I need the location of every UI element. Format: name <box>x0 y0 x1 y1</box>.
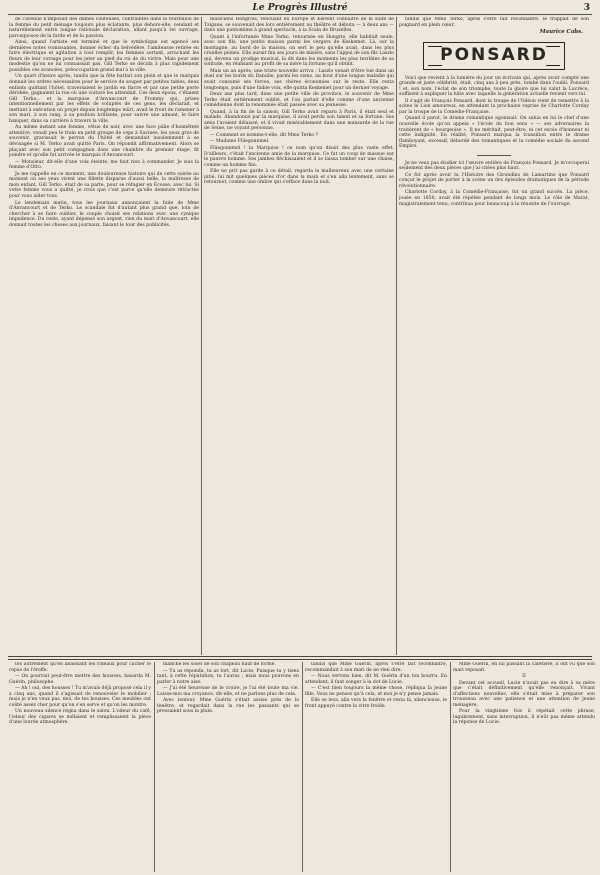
column-2 <box>204 17 394 655</box>
column-divider <box>201 17 202 655</box>
feuilleton-column-4 <box>453 662 595 872</box>
column-divider <box>396 17 397 655</box>
column-divider <box>154 662 155 872</box>
paragraph: — C'est bien toujours la même chose, répliqua la jeune fille. Vous ne pensez qu'à cela, et moi je n'y pense jamais. <box>305 686 447 697</box>
paragraph: Ainsi, quand l'artiste est terminé et que le symbolique est agencé ses dernières notes vomissantes, donner échec du belvédère, l'amiteasse retirée en fatre électrique et agitation à tout remplir, les femmes sortant, arrachant les fleurs de leur corsage pour les jeter au pied du roi de du victre. Mais pour une modestie qu'on ne lui connaissait pas, Gill Terko se décida à plus rapidement possibles ces avancées, préoccupation grand mal à la ville. <box>9 40 199 73</box>
paragraph: Je me rappelle en ce moment, une douloureuse histoire qui de cette soirée au moment où ses yeux virent une fillette disparue d'aussi belle, la maîtresse de mon enfant, Gill Terko, était de sa parte, pour se réfugier en Écosse, avec lui. Si votre femme vous a quitté, je crois que c'est parce qu'elle demeure rétractée pour vous aider tous. <box>9 171 199 199</box>
paragraph: Mais un an après, une triste nouvelle arriva : Laszlo venait d'être tué dans un duel sur les bords du Danube, parmi les siens, au bout d'une longue maladie qui avait consumé ses forces, ses chères économies sur le reste. Elle resta longtemps, puis d'une faible voix, elle quitta Keskemet pour un dernier voyage. <box>204 68 394 91</box>
page-number: 3 <box>583 3 590 13</box>
paragraph: Avec lenteur, Mme Guérin s'était assise près de la fenêtre, et regardait dans la rue les passants qui se pressaient sous la pluie. <box>157 698 299 715</box>
paragraph: Quand, à la fin de la saison, Gill Terko avait reparu à Paris, il était seul et malade. Abandonné par la marquise, il avait perdu son talent et sa fortune. Ses amis l'avaient délaissé, et il vivait misérablement dans une mansarde de la rue de Seine, ne voyant personne. <box>204 109 394 132</box>
paragraph: musiciens Hongrois, renouant en Europe et Keredit connaître de la suite de Tzigane, se souvenait des lors entièrement au théâtre et débuta — à deux ans — dans une pantomime à grand spectacle, à la Scala de Bruxelles. <box>204 17 394 34</box>
feuilleton-column-2 <box>157 662 299 872</box>
paragraph: — Madame Fläegonnmel. <box>210 139 270 145</box>
paragraph: manche les soies de son chapeau haut de forme. <box>163 662 276 667</box>
paragraph: Je ne veux pas étudier ici l'œuvre entière de François Ponsard. Je m'occuperai seulement des deux pièces que j'ai citées plus haut. <box>399 160 589 172</box>
column-1 <box>9 17 199 655</box>
paragraph: tandis que Mme Terko, après s'être fait reconnaître, le frappait de son poignard en plein cœur. <box>399 17 589 28</box>
paragraph: — Ah ! oui, des housses ! Tu m'avais déjà proposé cela il y a cinq ans, quand il s'agissait de renouveler le mobilier ; mais je n'en veux pas, moi, de tes housses. Ces meubles ont coûté assez cher pour qu'on s'en serve et qu'on les montre. <box>9 686 151 708</box>
newspaper-title: Le Progrès Illustré <box>252 3 348 13</box>
paragraph: Ce fut après avoir lu l'Histoire des Girondins de Lamartine que Ponsard conçut le projet de porter à la scène un des épisodes dramatiques de la période révolutionnaire. <box>399 172 589 189</box>
feuilleton-column-3 <box>305 662 447 872</box>
paragraph: Mme Guérin, en lui passant la cafetière, il ont vu que son mari reposait. <box>453 662 595 673</box>
paragraph: Il s'agit de François Ponsard, dont la troupe de l'Odéon vient de remettre à la scène le Lion amoureux, en attendant la prochaine reprise de Charlotte Corday par la troupe de la Comédie-Française. <box>399 98 589 115</box>
column-divider <box>450 662 451 872</box>
paragraph: Quand il parut, le drame romantique agonisait. On salua en lui le chef d'une nouvelle école qu'on appela « l'école du bon sens » — ses adversaires la traitèrent de « bourgeoise ». Il ne méritait, peut-être, ni cet excès d'honneur ni cette indignité. En réalité, Ponsard marqua la transition entre le drame flamboyant, excessif, débordé des romantiques et la comédie sociale du second Empire. <box>399 116 589 150</box>
paragraph: — On pourrait peut-être mettre des housses, hasarda M. Guérin, philosophe. <box>9 674 151 685</box>
feuilleton-column-1 <box>9 662 151 872</box>
article-signature: Maurice Cabs. <box>539 29 583 36</box>
paragraph: tes autrement qu'en abaissant les rideaux pour cacher le repas de l'étoffe. <box>9 662 151 673</box>
paragraph: Fläegonnmel ! la Marquise ! ce nom qu'on disait des plus vaste effet. D'ailleurs, c'était l'ancienne amie de la marquise. Ce fut un coup de massue sur le pauvre homme. Ses jambes fléchissaient et il se laissa tomber sur une chaise, comme un homme fini. <box>204 146 394 168</box>
paragraph: Voici que revient à la lumière du jour un écrivain qui, après avoir compté une grande et juste célébrité, était, cinq ans à peu près, tombé dans l'oubli. Ponsard ! et, son nom, l'éclat de son triomphe, toute la gloire que lui valut la Lucrèce, suffisent à expliquer la hâte avec laquelle la génération actuelle revient vers lui. <box>399 75 589 98</box>
section-divider <box>8 656 592 657</box>
paragraph: Le lendemain matin, tous les journaux annonçaient la fuite de Mme d'Anvancourt et de Terko. Le scandale fut d'autant plus grand que, loin de chercher à se faire oublier, le couple choisit ses relations avec une cynique impudence. Du reste, ayant dépensé son argent, rien du mari d'Anvancourt, elle donnait toutes les choses aux journaux, faisant le tour des publicités. <box>9 200 199 228</box>
paragraph: Devant cet accueil, Lucie n'avait pas eu dire à sa mère que c'était définitivement qu'elle renonçait. Vivant d'affections nouvelles, elle s'était mise à préparer son trousseau avec une patience et une attention de jeune ménagère. <box>453 680 595 708</box>
separator <box>477 155 511 156</box>
paragraph: — Monsieur, dit-elle d'une voix éteinte, me faut rien à commander. Je suis la femme d'Otto. <box>9 159 199 171</box>
paragraph: tandis que Mme Guérin, après s'être fait reconnaître, recommandait à son mari de ne rien dire. <box>305 662 447 673</box>
paragraph: — Comment se nomme-t-elle, dit Mme Terko ? <box>210 132 319 138</box>
section-divider <box>8 659 592 660</box>
paragraph: Elle se leva, alla vers la fenêtre et resta là, silencieuse, le front appuyé contre la vitre froide. <box>305 698 447 709</box>
paragraph: Pour la vingtième fois il répétait cette phrase, lugubrement, sans interruption, il n'eût pas même attendu la réponse de Lucie. <box>453 709 595 726</box>
banner-title: PONSARD <box>440 44 548 65</box>
paragraph: Un quart d'heure après, tandis que la fête battait son plein et que le marquis donnait les ordres nécessaires pour le service du souper par petites tables, deux enfants quittant l'hôtel, traversaient le jardin en fiacre et par une petite porte dérobée, gagnaient la rue où une voiture les attendait. Ces deux époux, c'étaient Gill Terko... et la marquise d'Anvancourt de Frommy qui, prises intentionnellement par les effets de voluptés de ces gens, les déclarait, et mettant à exécution un projet depuis longtemps mûri, avait le front de ramener à son mari, à son rang, à sa position brillante, pour suivre une aimant, le faire banquer, dans sa carrière à travers la ville. <box>9 74 199 124</box>
paragraph: — J'ai été heureuse de le croire, je l'ai été toute ma vie. Laisse-moi ma croyance, dit-elle, et ne parlons plus de cela. <box>157 686 299 697</box>
section-banner <box>423 42 565 70</box>
paragraph: Charlotte Corday, à la Comédie-Française, fut un grand succès. La pièce, jouée en 1850, avait été répétée pendant de longs mois. Le rôle de Marat, magistralement tenu, contribua pour beaucoup à la réussite de l'ouvrage. <box>399 190 589 207</box>
paragraph: de l'avenue n'imposait des dames coûteuses, contraintes dans la tourbillon de la femme du petit ménage toujours plus éclatante, plus dehors-elle, cendant et naturellement entre longue rationale déclaration, allant jusqu'à rei ouvrage, parcequosoe de la farde et de la passion. <box>9 17 199 39</box>
paragraph: Au même instant une femme, vêtue de noir, avec une face pâlie d'honnêteté attentive, venait peu le train en petit groupe de ceps à Savinee, les yeux gros de souvenir, gravissait le perron du l'hôtel et demandait insolemment à se dévisagée si M. Terko avait quitté Paris. On répondit affirmativement. Alors se plaçant avec son petit compagnon dans une chambre du premier étage, fit joindre et qu'elle fut arrivée le marquis d'Anvancourt. <box>9 125 199 159</box>
paragraph: Quant à l'infortunée Mme Terko, retournée en Hongrie, elle habitait seule, avec son fils, une petite maison parmi les vergers de Keskemet. Là, sur la montagne, au bord de la maison, on sert le peu qu'elle avait, dans les plus cruelles peines. Elle aurait fini ses jours de misère, sans l'appui de son fils Laszlo qui, devenu un prodige musical, la dit dans les moments les plus terribles de sa solitude, en réalisant au profit de sa mère la fortune qu'il obtint. <box>204 34 394 68</box>
paragraph: — Nous verrons bien, dit M. Guérin d'un ton bourru. En attendant, il faut songer à la dot de Lucie. <box>305 674 447 685</box>
column-divider <box>302 662 303 872</box>
column-3 <box>399 17 589 655</box>
paragraph: Elle ne prit pas garde à ce détail, regarda le malheureux avec une certaine pitié, lui mit quelques pièces d'or dans la main et s'en alla lentement, sans se retourner, comme une ombre qui s'efface dans la nuit. <box>204 169 394 186</box>
page-header <box>8 2 592 15</box>
paragraph: Un nouveau silence régna dans le salon. L'odeur du café, l'odeur des cigares se mêlaient et remplissaient la pièce d'une lourde atmosphère. <box>9 709 151 726</box>
paragraph: Deux ans plus tard, dans une petite ville de province, le souvenir de Mme Terko était entièrement oublié, et l'on parlait d'elle comme d'une ancienne comédienne dont la renommée était passée avec sa jeunesse. <box>204 92 394 109</box>
paragraph: — Tu as répondu, tu as tort, dit Lucie. Puisque tu y tiens tant, à cette réputation, tu l'auras ; mais nous pouvons en parler à notre aise. <box>157 668 299 685</box>
chapter-number: II <box>522 674 526 680</box>
